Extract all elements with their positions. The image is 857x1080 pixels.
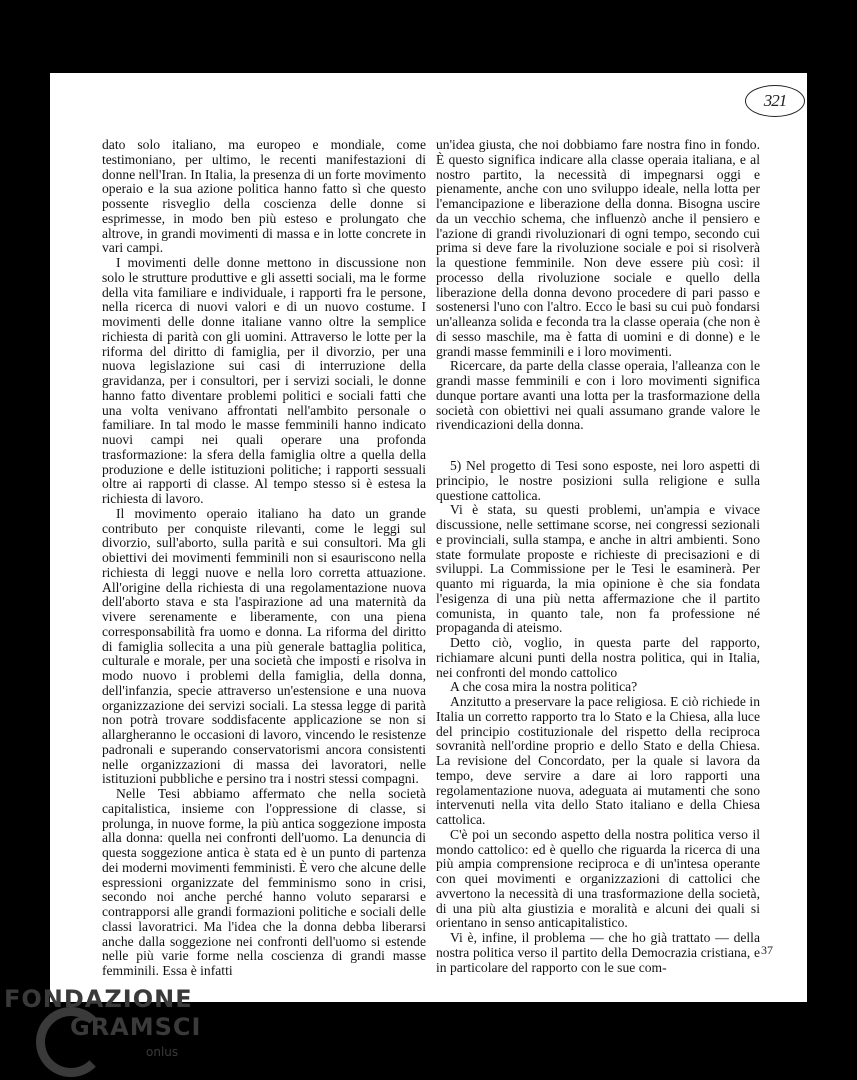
left-column	[102, 138, 426, 979]
page-number: 37	[761, 943, 773, 957]
fondazione-gramsci-logo	[0, 985, 220, 1080]
section-5-paragraph: 5) Nel progetto di Tesi sono esposte, nei loro aspetti di principio, le nostre posizioni sulla religione e sulla questione cattolica.	[436, 458, 760, 503]
paragraph: dato solo italiano, ma europeo e mondiale, come testimoniano, per ultimo, le recenti manifestazioni di donne nell'Iran. In Italia, la presenza di un forte movimento operaio e la sua azione politica hanno fatto sì che questo possente risveglio della coscienza delle donne si esprimesse, in modo ben più esteso e prolungato che altrove, in grandi movimenti di massa e in lotte concrete in vari campi.	[102, 137, 426, 256]
paragraph: Il movimento operaio italiano ha dato un grande contributo per conquiste rilevanti, come le leggi sul divorzio, sull'aborto, sulla parità e sui consultori. Ma gli obiettivi dei movimenti femminili non si esauriscono nella richiesta di leggi nuove e nella loro corretta attuazione. All'origine della richiesta di una regolamentazione nuova dell'aborto stava e sta l'aspirazione ad una maternità da vivere serenamente e liberamente, con una piena corresponsabilità fra uomo e donna. La riforma del diritto di famiglia sollecita a una più generale battaglia politica, culturale e morale, per una società che imposti e risolva in modo nuovo i problemi della famiglia, della donna, dell'infanzia, specie attraverso un'estensione e una nuova organizzazione dei servizi sociali. La stessa legge di parità non potrà trovare soddisfacente applicazione se non si allargheranno le occasioni di lavoro, vincendo le resistenze padronali e superando conservatorismi ancora consistenti nelle organizzazioni di massa dei lavoratori, nelle istituzioni pubbliche e persino tra i nostri stessi compagni.	[102, 505, 426, 787]
paragraph: un'idea giusta, che noi dobbiamo fare nostra fino in fondo. È questo significa indicare alla classe operaia italiana, e al nostro partito, la necessità di impegnarsi oggi e pienamente, anche con uno sviluppo ideale, nella lotta per l'emancipazione e liberazione della donna. Bisogna uscire da un vecchio schema, che influenzò anche il pensiero e l'azione di grandi rivoluzionari di ogni tempo, secondo cui prima si deve fare la rivoluzione sociale e poi si risolverà la questione femminile. Non deve essere più così: il processo della rivoluzione sociale e quello della liberazione della donna devono procedere di pari passo e sostenersi l'uno con l'altro. Ecco le basi su cui può fondarsi un'alleanza solida e feconda tra la classe operaia (che non è di sesso maschile, ma è fatta di uomini e di donne) e le grandi masse femminili e i loro movimenti.	[436, 137, 760, 359]
paragraph: Anzitutto a preservare la pace religiosa. E ciò richiede in Italia un corretto rapporto tra lo Stato e la Chiesa, alla luce del principio costituzionale del rispetto della reciproca sovranità nell'ordine proprio e dello Stato e della Chiesa. La revisione del Concordato, per la quale si lavora da tempo, deve servire a dare ai loro rapporti una regolamentazione nuova, adeguata ai mutamenti che sono intervenuti nella vita dello Stato italiano e della Chiesa cattolica.	[436, 694, 760, 827]
paragraph: Vi è, infine, il problema — che ho già trattato — della nostra politica verso il partito della Democrazia cristiana, e in particolare del rapporto con le sue com-	[436, 930, 760, 975]
logo-line-3: onlus	[146, 1045, 179, 1059]
logo-line-2: GRAMSCI	[70, 1013, 202, 1041]
paragraph: Nelle Tesi abbiamo affermato che nella società capitalistica, insieme con l'oppressione di classe, si prolunga, in nuove forme, la più antica soggezione imposta alla donna: quella nei confronti dell'uomo. La denuncia di questa soggezione antica è stata ed è un punto di partenza dei moderni movimenti femministi. È vero che alcune delle espressioni organizzate del femminismo sono in crisi, secondo noi anche perché hanno voluto separarsi e contrapporsi alle grandi formazioni politiche e sociali delle classi lavoratrici. Ma l'idea che la donna debba liberarsi anche dalla soggezione nei confronti dell'uomo si estende nelle più varie forme nella coscienza di grandi masse femminili. Essa è infatti	[102, 786, 426, 978]
right-column	[436, 138, 760, 975]
paragraph: I movimenti delle donne mettono in discussione non solo le strutture produttive e gli assetti sociali, ma le forme della vita familiare e individuale, i rapporti fra le persone, nella ricerca di nuovi valori e di un nuovo costume. I movimenti delle donne italiane vanno oltre la semplice richiesta di parità con gli uomini. Attraverso le lotte per la riforma del diritto di famiglia, per il divorzio, per una nuova legislazione sui casi di interruzione della gravidanza, per i consultori, per i servizi sociali, le donne hanno fatto diventare problemi politici e sociali fatti che una volta venivano affrontati nell'ambito personale o familiare. In tal modo le masse femminili hanno indicato nuovi campi nei quali operare una profonda trasformazione: la sfera della famiglia oltre a quella della produzione e delle istituzioni politiche; i rapporti sessuali oltre ai rapporti di classe. Al tempo stesso si è estesa la richiesta di lavoro.	[102, 255, 426, 506]
archive-stamp-number: 321	[763, 91, 787, 110]
document-page	[50, 73, 807, 1002]
paragraph: Vi è stata, su questi problemi, un'ampia e vivace discussione, nelle settimane scorse, nei congressi sezionali e provinciali, sulla stampa, e anche in altri ambienti. Sono state formulate proposte e richieste di precisazioni e di sviluppi. La Commissione per le Tesi le esaminerà. Per quanto mi riguarda, la mia opinione è che sia fondata l'esigenza di una più netta affermazione che il partito comunista, in quanto tale, non fa professione né propaganda di ateismo.	[436, 502, 760, 636]
logo-line-1: FONDAZIONE	[4, 985, 193, 1013]
paragraph: A che cosa mira la nostra politica?	[450, 679, 638, 695]
paragraph: Ricercare, da parte della classe operaia, l'alleanza con le grandi masse femminili e con i loro movimenti significa dunque portare avanti una lotta per la trasformazione della società con obiettivi nei quali assumano grande valore le rivendicazioni della donna.	[436, 358, 760, 433]
paragraph: C'è poi un secondo aspetto della nostra politica verso il mondo cattolico: ed è quello che riguarda la ricerca di una più ampia comprensione reciproca e di un'intesa operante con quei movimenti e organizzazioni di cattolici che avvertono la necessità di una trasformazione della società, di una più alta giustizia e moralità e alcuni dei quali si orientano in senso anticapitalistico.	[436, 826, 760, 931]
paragraph: Detto ciò, voglio, in questa parte del rapporto, richiamare alcuni punti della nostra politica, qui in Italia, nei confronti del mondo cattolico	[436, 635, 760, 680]
archive-stamp	[745, 85, 805, 117]
